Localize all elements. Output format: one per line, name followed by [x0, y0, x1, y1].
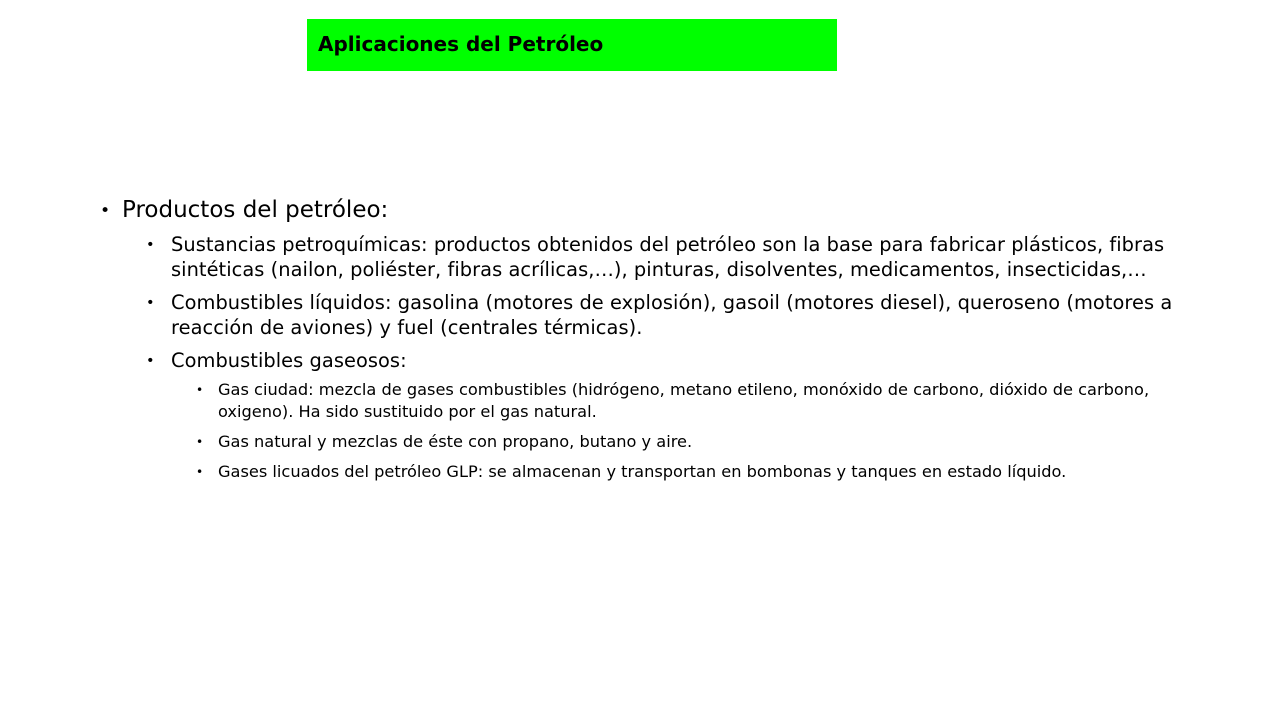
bullet-level2 — [100, 290, 1180, 340]
bullet-icon: • — [196, 383, 204, 397]
bullet-subtext: Gas natural y mezclas de éste con propano, butano y aire. — [218, 432, 693, 451]
bullet-icon: • — [146, 237, 155, 253]
slide-title: Aplicaciones del Petróleo — [318, 32, 604, 56]
bullet-text: Combustibles gaseosos: — [171, 349, 407, 372]
bullet-level1 — [100, 194, 1180, 226]
bullet-heading-text: Productos del petróleo: — [122, 197, 389, 223]
bullet-level3 — [100, 431, 1180, 453]
bullet-icon: • — [146, 353, 155, 369]
bullet-icon: • — [146, 295, 155, 311]
bullet-level3 — [100, 379, 1180, 423]
slide-content — [100, 194, 1180, 483]
bullet-icon: • — [196, 465, 204, 479]
bullet-level2 — [100, 348, 1180, 373]
slide-title-box — [307, 19, 837, 71]
bullet-subtext: Gases licuados del petróleo GLP: se almacenan y transportan en bombonas y tanques en estado líquido. — [218, 462, 1067, 481]
bullet-subtext: Gas ciudad: mezcla de gases combustibles (hidrógeno, metano etileno, monóxido de carbono, dióxido de carbono, oxigeno). Ha sido sustituido por el gas natural. — [218, 380, 1150, 421]
bullet-level2 — [100, 232, 1180, 282]
bullet-level3 — [100, 461, 1180, 483]
bullet-icon: • — [100, 201, 111, 221]
bullet-text: Sustancias petroquímicas: productos obtenidos del petróleo son la base para fabricar plásticos, fibras sintéticas (nailon, poliéster, fibras acrílicas,…), pinturas, disolventes, medicamentos, insecticidas,… — [171, 233, 1165, 281]
bullet-icon: • — [196, 435, 204, 449]
bullet-text: Combustibles líquidos: gasolina (motores de explosión), gasoil (motores diesel), queroseno (motores a reacción de aviones) y fuel (centrales térmicas). — [171, 291, 1173, 339]
